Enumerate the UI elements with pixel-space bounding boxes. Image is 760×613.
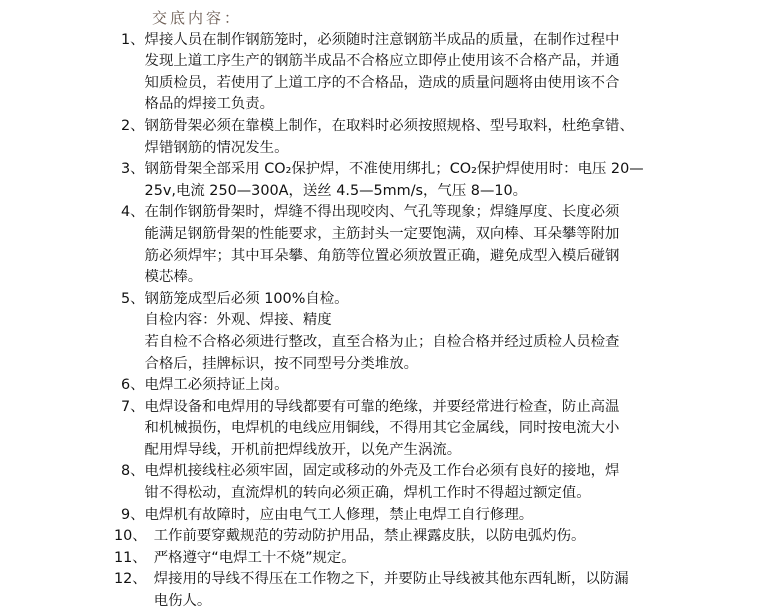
text-line: 电焊机接线柱必须牢固，固定或移动的外壳及工作台必须有良好的接地，焊 (144, 463, 620, 480)
item-number: 8、 (121, 463, 145, 480)
text-line: 严格遵守“电焊工十不烧”规定。 (153, 549, 356, 566)
text-line: 电焊设备和电焊用的导线都要有可靠的绝缘，并要经常进行检查，防止高温 (144, 398, 620, 415)
item-text (154, 569, 661, 612)
item-text (154, 548, 661, 570)
instruction-list (114, 30, 661, 613)
item-text (145, 116, 661, 159)
list-item (114, 548, 661, 570)
text-line: 在制作钢筋骨架时，焊缝不得出现咬肉、气孔等现象；焊缝厚度、长度必须 (144, 204, 620, 221)
item-number: 5、 (121, 290, 145, 307)
text-line: 若自检不合格必须进行整改，直至合格为止；自检合格并经过质检人员检查 (144, 333, 620, 350)
text-line: 电焊机有故障时，应由电气工人修理，禁止电焊工自行修理。 (144, 506, 534, 523)
text-line: 电伤人。 (153, 593, 212, 610)
item-number: 1、 (121, 31, 145, 48)
text-line: 钢筋骨架必须在靠模上制作，在取料时必须按照规格、型号取料，杜绝拿错、 (144, 117, 634, 134)
text-line: 焊接用的导线不得压在工作物之下，并要防止导线被其他东西轧断，以防漏 (153, 571, 629, 588)
item-text (145, 375, 661, 397)
item-text (145, 397, 661, 462)
list-item (121, 397, 661, 462)
item-number: 9、 (121, 506, 145, 523)
list-item (121, 30, 661, 116)
text-line: 25v,电流 250—300A，送丝 4.5—5mm/s，气压 8—10。 (144, 182, 528, 199)
item-text (145, 159, 661, 202)
list-item (121, 289, 661, 375)
item-text (145, 461, 661, 504)
list-item (121, 461, 661, 504)
text-line: 焊接人员在制作钢筋笼时，必须随时注意钢筋半成品的质量，在制作过程中 (144, 31, 620, 48)
text-line: 钳不得松动，直流焊机的转向必须正确，焊机工作时不得超过额定值。 (144, 485, 591, 502)
text-line: 格品的焊接工负责。 (144, 96, 275, 113)
text-line: 知质检员，若使用了上道工序的不合格品，造成的质量问题将由使用该不合 (144, 74, 620, 91)
text-line: 模芯棒。 (144, 269, 203, 286)
text-line: 筋必须焊牢；其中耳朵攀、角筋等位置必须放置正确，避免成型入模后碰钢 (144, 247, 620, 264)
item-number: 11、 (114, 549, 147, 566)
item-number: 10、 (114, 528, 147, 545)
item-text (145, 289, 661, 375)
item-text (154, 526, 661, 548)
text-line: 能满足钢筋骨架的性能要求，主筋封头一定要饱满，双向棒、耳朵攀等附加 (144, 225, 620, 242)
item-number: 7、 (121, 398, 145, 415)
item-number: 12、 (114, 571, 147, 588)
item-number: 3、 (121, 161, 145, 178)
list-item (121, 505, 661, 527)
document-body (114, 8, 661, 613)
text-line: 电焊工必须持证上岗。 (144, 377, 289, 394)
text-line: 配用焊导线，开机前把焊线放开，以免产生涡流。 (144, 441, 462, 458)
item-text (145, 202, 661, 288)
item-number: 2、 (121, 117, 145, 134)
list-item (121, 202, 661, 288)
list-item (114, 526, 661, 548)
item-text (145, 505, 661, 527)
text-line: 合格后，挂牌标识，按不同型号分类堆放。 (144, 355, 418, 372)
list-item (114, 569, 661, 612)
list-item (121, 375, 661, 397)
list-item (121, 159, 661, 202)
text-line: 焊错钢筋的情况发生。 (144, 139, 289, 156)
item-number: 6、 (121, 377, 145, 394)
text-line: 自检内容：外观、焊接、精度 (144, 312, 332, 329)
item-text (145, 30, 661, 116)
text-line: 和机械损伤，电焊机的电线应用铜线，不得用其它金属线，同时按电流大小 (144, 420, 620, 437)
text-line: 工作前要穿戴规范的劳动防护用品，禁止裸露皮肤，以防电弧灼伤。 (153, 528, 586, 545)
text-line: 发现上道工序生产的钢筋半成品不合格应立即停止使用该不合格产品，并通 (144, 53, 620, 70)
list-item (121, 116, 661, 159)
section-title: 交底内容： (152, 9, 243, 27)
item-number: 4、 (121, 204, 145, 221)
text-line: 钢筋笼成型后必须 100%自检。 (144, 290, 349, 307)
text-line: 钢筋骨架全部采用 CO₂保护焊，不准使用绑扎；CO₂保护焊使用时：电压 20— (144, 161, 644, 178)
